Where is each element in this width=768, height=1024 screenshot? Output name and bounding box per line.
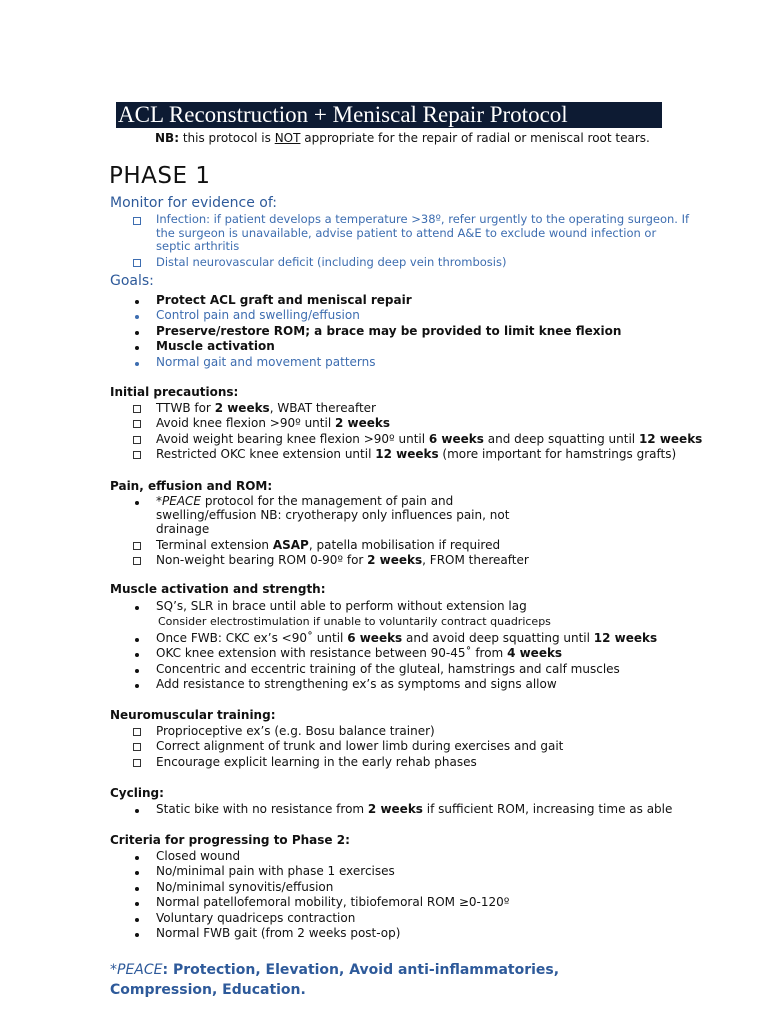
checkbox-icon: [133, 405, 141, 413]
checkbox-icon: [133, 451, 141, 459]
phase-heading: PHASE 1: [109, 163, 211, 189]
peace-footnote: [110, 960, 630, 1000]
list-item: Terminal extension ASAP, patella mobilisation if required: [130, 538, 710, 553]
list-item: Normal gait and movement patterns: [130, 355, 690, 370]
bullet-icon: [135, 809, 139, 813]
checkbox-icon: [133, 728, 141, 736]
electrostimulation-note: Consider electrostimulation if unable to voluntarily contract quadriceps: [158, 615, 551, 628]
list-item: Non-weight bearing ROM 0-90º for 2 weeks, FROM thereafter: [130, 553, 710, 568]
bullet-icon: [135, 902, 139, 906]
cycling-list: [130, 802, 730, 817]
goals-heading: Goals:: [110, 273, 154, 289]
list-item: Add resistance to strengthening ex’s as symptoms and signs allow: [130, 677, 730, 692]
list-item: Correct alignment of trunk and lower limb during exercises and gait: [130, 739, 710, 754]
goals-list: [130, 293, 690, 370]
list-item: Closed wound: [130, 849, 710, 864]
muscle-list-a: [130, 599, 730, 614]
list-item: OKC knee extension with resistance between 90-45˚ from 4 weeks: [130, 646, 730, 661]
bullet-icon: [135, 653, 139, 657]
checkbox-icon: [133, 542, 141, 550]
muscle-list-b: [130, 631, 730, 693]
bullet-icon: [135, 315, 139, 319]
bullet-icon: [135, 300, 139, 304]
bullet-icon: [135, 669, 139, 673]
bullet-icon: [135, 933, 139, 937]
document-title: ACL Reconstruction + Meniscal Repair Protocol: [116, 102, 662, 128]
checkbox-icon: [133, 759, 141, 767]
bullet-icon: [135, 606, 139, 610]
list-item: Normal patellofemoral mobility, tibiofemoral ROM ≥0-120º: [130, 895, 710, 910]
list-item: Infection: if patient develops a temperature >38º, refer urgently to the operating surgeon. If the surgeon is unavailable, advise patient to attend A&E to exclude wound infection or septic arthritis: [130, 213, 690, 254]
peace-text: : Protection, Elevation, Avoid anti-inflammatories, Compression, Education.: [110, 962, 560, 998]
pain-list: [130, 494, 710, 569]
list-item: Distal neurovascular deficit (including deep vein thrombosis): [130, 255, 690, 270]
list-item: Once FWB: CKC ex’s <90˚ until 6 weeks and avoid deep squatting until 12 weeks: [130, 631, 730, 646]
nb-not: NOT: [274, 131, 301, 145]
list-item: Preserve/restore ROM; a brace may be provided to limit knee flexion: [130, 324, 690, 339]
monitor-heading: Monitor for evidence of:: [110, 195, 278, 211]
list-item: TTWB for 2 weeks, WBAT thereafter: [130, 401, 710, 416]
bullet-icon: [135, 871, 139, 875]
bullet-icon: [135, 887, 139, 891]
bullet-icon: [135, 331, 139, 335]
checkbox-icon: [133, 436, 141, 444]
list-item: *PEACE protocol for the management of pain and swelling/effusion NB: cryotherapy only influences pain, not drainage: [130, 494, 526, 536]
list-item: No/minimal pain with phase 1 exercises: [130, 864, 710, 879]
checkbox-icon: [133, 420, 141, 428]
list-item: Avoid knee flexion >90º until 2 weeks: [130, 416, 710, 431]
checkbox-icon: [133, 557, 141, 565]
list-item: Avoid weight bearing knee flexion >90º until 6 weeks and deep squatting until 12 weeks: [130, 432, 710, 447]
list-item: Encourage explicit learning in the early rehab phases: [130, 755, 710, 770]
list-item: No/minimal synovitis/effusion: [130, 880, 710, 895]
list-item: Voluntary quadriceps contraction: [130, 911, 710, 926]
list-item: Static bike with no resistance from 2 weeks if sufficient ROM, increasing time as able: [130, 802, 730, 817]
list-item: Restricted OKC knee extension until 12 weeks (more important for hamstrings grafts): [130, 447, 710, 462]
precautions-heading: Initial precautions:: [110, 385, 239, 399]
list-item: SQ’s, SLR in brace until able to perform without extension lag: [130, 599, 730, 614]
nb-text-post: appropriate for the repair of radial or meniscal root tears.: [300, 131, 650, 145]
criteria-heading: Criteria for progressing to Phase 2:: [110, 833, 350, 847]
bullet-icon: [135, 684, 139, 688]
pain-heading: Pain, effusion and ROM:: [110, 479, 273, 493]
bullet-icon: [135, 501, 139, 505]
bullet-icon: [135, 856, 139, 860]
peace-label: *PEACE: [110, 962, 163, 978]
nb-text-pre: this protocol is: [179, 131, 275, 145]
bullet-icon: [135, 638, 139, 642]
list-item: Proprioceptive ex’s (e.g. Bosu balance trainer): [130, 724, 710, 739]
list-item: Protect ACL graft and meniscal repair: [130, 293, 690, 308]
precautions-list: [130, 401, 710, 463]
list-item: Muscle activation: [130, 339, 690, 354]
monitor-list: [130, 213, 690, 270]
list-item: Concentric and eccentric training of the gluteal, hamstrings and calf muscles: [130, 662, 730, 677]
checkbox-icon: [133, 259, 141, 267]
neuro-list: [130, 724, 710, 770]
checkbox-icon: [133, 743, 141, 751]
cycling-heading: Cycling:: [110, 786, 164, 800]
bullet-icon: [135, 918, 139, 922]
nb-note: [155, 131, 650, 145]
criteria-list: [130, 849, 710, 941]
nb-label: NB:: [155, 131, 179, 145]
muscle-heading: Muscle activation and strength:: [110, 582, 326, 596]
checkbox-icon: [133, 217, 141, 225]
neuro-heading: Neuromuscular training:: [110, 708, 276, 722]
bullet-icon: [135, 362, 139, 366]
bullet-icon: [135, 346, 139, 350]
list-item: Normal FWB gait (from 2 weeks post-op): [130, 926, 710, 941]
list-item: Control pain and swelling/effusion: [130, 308, 690, 323]
